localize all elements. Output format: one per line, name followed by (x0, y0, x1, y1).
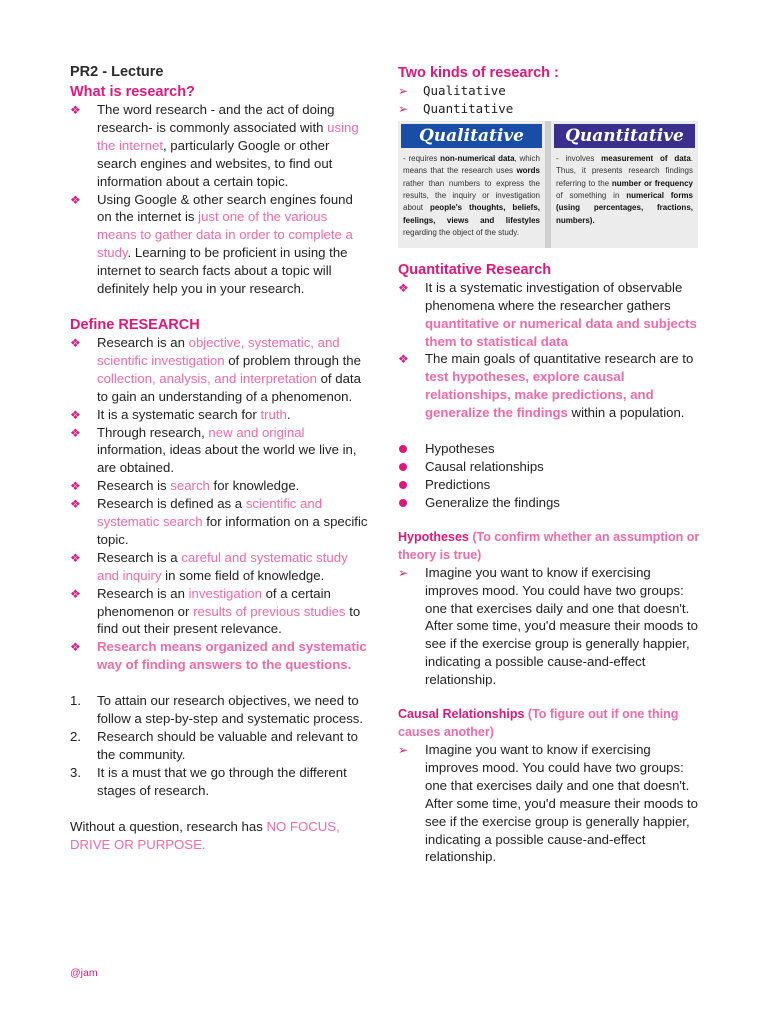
list-item: 2. Research should be valuable and relevant to the community. (70, 729, 358, 762)
diamond-bullet-icon: ❖ (398, 280, 409, 295)
list-item: ❖ Research means organized and systematic way of finding answers to the questions. (70, 639, 367, 673)
arrow-bullet-icon: ➢ (398, 84, 409, 98)
quantitative-research-list (398, 279, 700, 422)
qualitative-description: - requires non-numerical data, which means that the research uses words rather than numbers to express the results, the inquiry or investigation about people's thoughts, beliefs, feelings, views and lifestyles regarding the object of the study. (403, 153, 540, 238)
diamond-bullet-icon: ❖ (70, 479, 81, 494)
list-item: Hypotheses (398, 440, 700, 458)
kinds-list (398, 82, 700, 118)
qualitative-panel (398, 121, 545, 248)
numbered-list (70, 692, 370, 799)
diamond-bullet-icon: ❖ (398, 352, 409, 367)
hypotheses-list (398, 564, 700, 689)
dot-bullet-icon (399, 445, 407, 453)
define-research-heading: Define RESEARCH (70, 316, 200, 333)
arrow-bullet-icon: ➢ (398, 101, 409, 116)
diamond-bullet-icon: ❖ (70, 192, 81, 207)
arrow-bullet-icon: ➢ (398, 743, 409, 758)
left-column (70, 60, 370, 853)
list-item: ❖ Research is a careful and systematic study and inquiry in some field of knowledge. (70, 549, 348, 583)
what-is-research-list (70, 101, 370, 298)
list-item: Causal relationships (398, 458, 700, 476)
qualitative-title: Qualitative (401, 124, 542, 148)
list-item: ❖ Research is an objective, systematic, and scientific investigation of problem through the collection, analysis, and interpretation of data to gain an understanding of a phenomenon. (70, 334, 361, 404)
dot-bullet-icon (399, 499, 407, 507)
right-column (398, 60, 700, 866)
causal-relationships-heading: Causal Relationships (To figure out if one thing causes another) (398, 707, 679, 740)
dot-bullet-icon (399, 463, 407, 471)
quantitative-research-heading: Quantitative Research (398, 261, 552, 278)
diamond-bullet-icon: ❖ (70, 335, 81, 350)
list-item: ❖ Research is defined as a scientific and systematic search for information on a specific topic. (70, 496, 368, 547)
list-item: ➢ Quantitative (398, 100, 514, 116)
list-item: ❖ The main goals of quantitative research are to test hypotheses, explore causal relationships, make predictions, and generalize the findings within a population. (398, 351, 694, 421)
list-item: 3. It is a must that we go through the different stages of research. (70, 764, 347, 798)
footer-signature: @jam (70, 967, 98, 979)
hypotheses-heading: Hypotheses (To confirm whether an assumption or theory is true) (398, 529, 700, 562)
diamond-bullet-icon: ❖ (70, 425, 81, 440)
dot-bullet-icon (399, 481, 407, 489)
list-item: 1. To attain our research objectives, we need to follow a step-by-step and systematic process. (70, 693, 364, 727)
qualitative-vs-quantitative-graphic (398, 121, 698, 248)
diamond-bullet-icon: ❖ (70, 550, 81, 565)
diamond-bullet-icon: ❖ (70, 640, 81, 655)
closing-statement: Without a question, research has NO FOCUS, DRIVE OR PURPOSE. (70, 818, 340, 852)
what-is-research-heading: What is research? (70, 84, 195, 100)
list-item: ❖ Through research, new and original information, ideas about the world we live in, are obtained. (70, 424, 357, 476)
quantitative-title: Quantitative (554, 124, 695, 148)
list-item: ❖ It is a systematic investigation of observable phenomena where the researcher gathers quantitative or numerical data and subjects them to statistical data (398, 279, 697, 349)
causal-relationships-list (398, 741, 700, 866)
diamond-bullet-icon: ❖ (70, 103, 81, 117)
list-item: ➢ Imagine you want to know if exercising improves mood. You could have two groups: one that exercises daily and one that doesn't. After some time, you'd measure their moods to see if the exercise group is generally happier, indicating a possible cause-and-effect relationship. (398, 564, 698, 688)
lecture-title: PR2 - Lecture (70, 64, 164, 80)
arrow-bullet-icon: ➢ (398, 565, 409, 580)
define-research-list (70, 334, 370, 674)
list-item: Generalize the findings (398, 494, 700, 512)
list-item: ❖ It is a systematic search for truth. (70, 406, 291, 422)
list-item: ❖ The word research - and the act of doing research- is commonly associated with using the internet, particularly Google or other search engines and websites, to find out information about a certain topic. (70, 102, 359, 189)
diamond-bullet-icon: ❖ (70, 497, 81, 512)
list-item: Predictions (398, 476, 700, 494)
list-item: ❖ Research is search for knowledge. (70, 478, 300, 494)
quantitative-description: - involves measurement of data. Thus, it presents research findings referring to the number or frequency of something in numerical forms (using percentages, fractions, numbers). (556, 153, 693, 225)
list-item: ➢ Qualitative (398, 83, 506, 98)
diamond-bullet-icon: ❖ (70, 407, 81, 422)
list-item: ❖ Research is an investigation of a certain phenomenon or results of previous studies to find out their present relevance. (70, 585, 361, 637)
two-kinds-heading: Two kinds of research : (398, 65, 559, 81)
list-item: ❖ Using Google & other search engines found on the internet is just one of the various means to gather data in order to complete a study. Learning to be proficient in using the internet to search facts about a topic will definitely help you in your research. (70, 191, 353, 297)
list-item: ➢ Imagine you want to know if exercising improves mood. You could have two groups: one that exercises daily and one that doesn't. After some time, you'd measure their moods to see if the exercise group is generally happier, indicating a possible cause-and-effect relationship. (398, 742, 698, 865)
research-goals-list (398, 440, 700, 512)
quantitative-panel (551, 121, 698, 248)
diamond-bullet-icon: ❖ (70, 586, 81, 601)
